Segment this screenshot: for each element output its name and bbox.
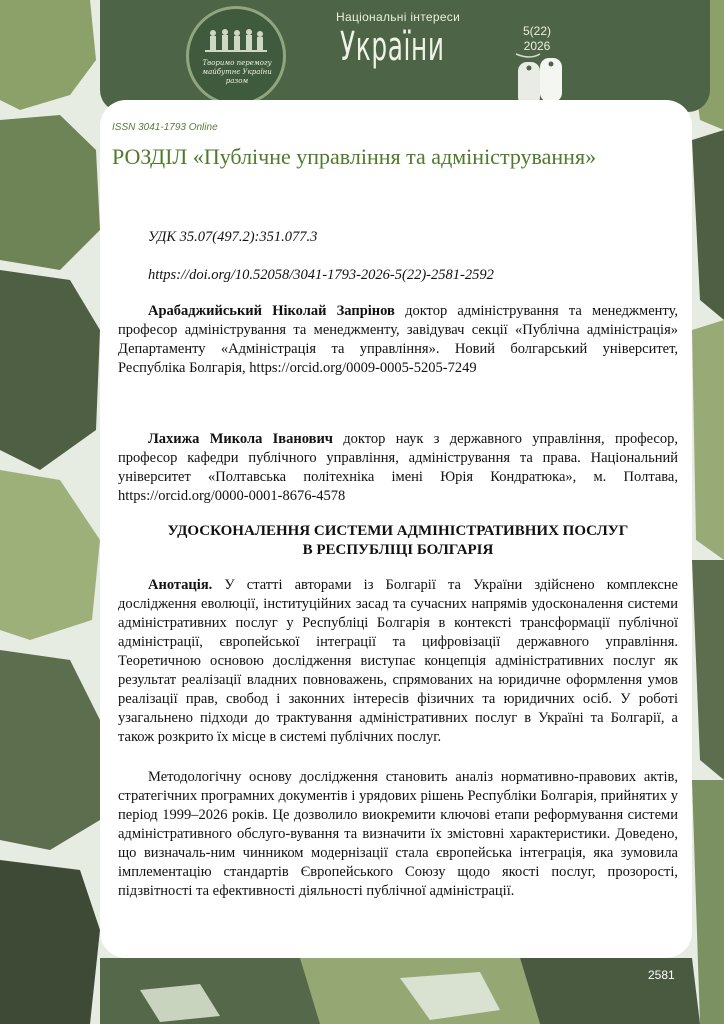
- abstract-paragraph: [118, 576, 678, 747]
- abstract-text: У статті авторами із Болгарії та України здійснено комплексне дослідження еволюції, інституційних засад та сучасних напрямів удосконалення системи адміністративних послуг у Республіці Болгарія в контексті трансформації публічної адміністрації, європейської інтеграції та цифровізації державного управління. Теоретичною основою дослідження виступає концепція адміністративних послуг як результат реалізації владних повноважень, спрямованих на юридичне оформлення умов реалізації прав, свобод і законних інтересів фізичних та юридичних осіб. У роботі узагальнено підходи до трактування адміністративних послуг в Україні та Болгарії, а також розкрито їх місце в системі публічних послуг.: [118, 577, 678, 745]
- issue-year: 2026: [523, 39, 551, 53]
- journal-subtitle: Національні інтереси: [336, 10, 461, 24]
- author-info: доктор адміністрування та менеджменту, професор адміністрування та менеджменту, завідувач секції «Публічна адміністрація» Департаменту «Адміністрація та управління». Новий болгарський університет, Республіка Болгарія, https://orcid.org/0009-0005-5205-7249: [118, 303, 679, 376]
- author-info: доктор наук з державного управління, професор, професор кафедри публічного управління, адміністрування та права. Національний університет «Полтавська політехніка імені Юрія Кондратюка», м. Полтава, https://orcid.org/0000-0001-8676-4578: [118, 431, 678, 504]
- udk-code: УДК 35.07(497.2):351.077.3: [148, 229, 318, 245]
- soldiers-silhouette-icon: [205, 27, 267, 57]
- page-content: [100, 100, 692, 958]
- page-number: 2581: [648, 968, 675, 982]
- author-name: Арабаджийський Ніколай Запрінов: [148, 303, 395, 319]
- journal-header: [100, 0, 710, 112]
- author-block: [118, 302, 678, 378]
- logo-motto: Творимо перемогу майбутнє України разом: [202, 59, 272, 85]
- section-title: РОЗДІЛ «Публічне управління та адміністрування»: [112, 144, 597, 169]
- issn-label: ISSN 3041-1793 Online: [112, 122, 218, 133]
- doi-link[interactable]: https://doi.org/10.52058/3041-1793-2026-5(22)-2581-2592: [148, 267, 494, 283]
- methodology-paragraph: Методологічну основу дослідження становить аналіз нормативно-правових актів, стратегічних програмних документів і урядових рішень Республіки Болгарія, прийнятих у період 1999–2026 років. Це дозволило виокремити ключові етапи реформування системи адміністративного обслуго-вування та визначити їх змістовні характеристики. Доведено, що визначаль-ним чинником модернізації стала європейська інтеграція, яка зумовила імплементацію стандартів Європейського Союзу щодо якості послуг, прозорості, підзвітності та ефективності діяльності публічної адміністрації.: [118, 769, 678, 899]
- author-name: Лахижа Микола Іванович: [148, 431, 333, 447]
- journal-title: України: [340, 24, 445, 70]
- issue-info: [512, 24, 562, 54]
- issue-number: 5(22): [522, 24, 551, 38]
- article-title-line: В РЕСПУБЛІЦІ БОЛГАРІЯ: [302, 542, 494, 558]
- author-block: [118, 430, 678, 506]
- abstract-label: Анотація.: [148, 577, 213, 593]
- article-title: [118, 522, 678, 560]
- article-title-line: УДОСКОНАЛЕННЯ СИСТЕМИ АДМІНІСТРАТИВНИХ ПОСЛУГ: [167, 523, 629, 539]
- journal-logo: [186, 6, 286, 106]
